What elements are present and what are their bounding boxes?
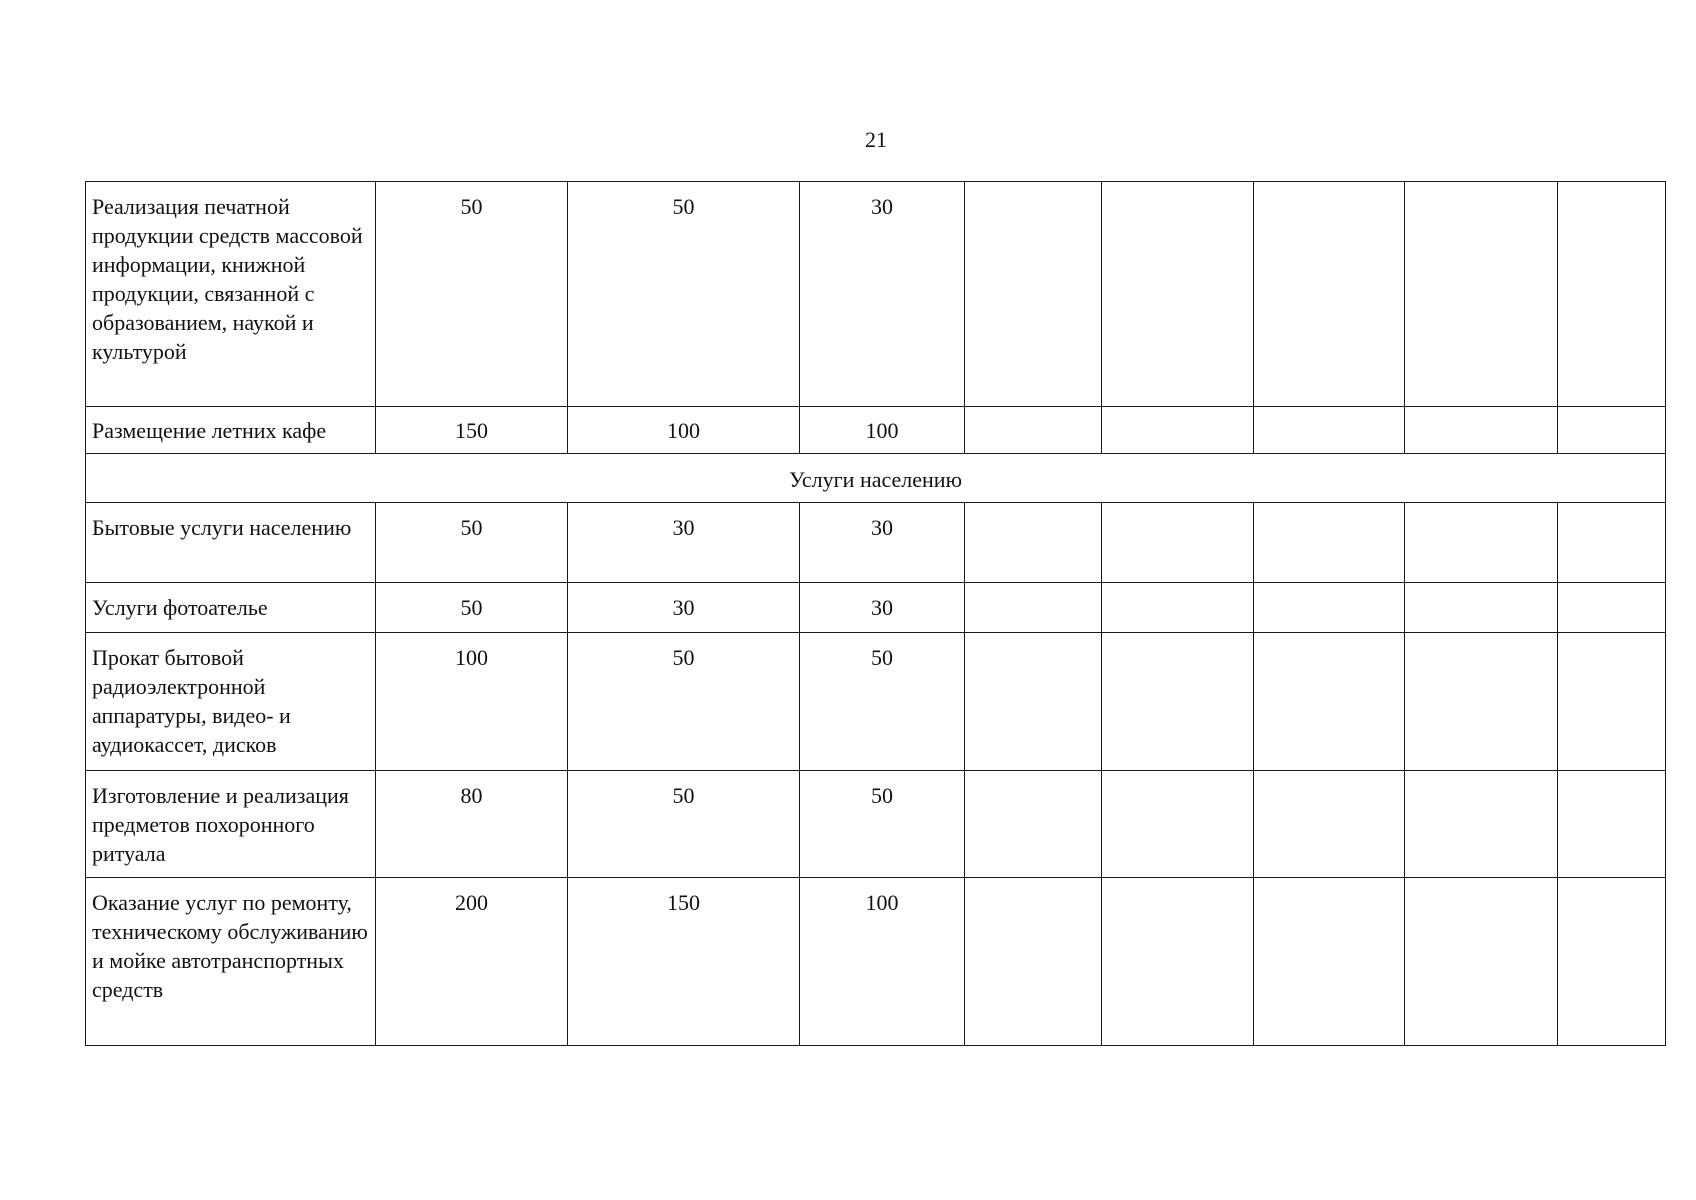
- value-cell: 100: [568, 407, 800, 454]
- value-cell: 80: [376, 771, 568, 878]
- value-cell: 50: [800, 771, 965, 878]
- empty-cell: [1254, 182, 1405, 407]
- empty-cell: [1102, 407, 1254, 454]
- empty-cell: [1558, 407, 1666, 454]
- empty-cell: [1558, 771, 1666, 878]
- value-cell: 50: [376, 503, 568, 583]
- value-cell: 30: [800, 503, 965, 583]
- table-row: [86, 407, 1666, 454]
- empty-cell: [965, 407, 1102, 454]
- row-name-cell: Размещение летних кафе: [86, 407, 376, 454]
- table-row: [86, 503, 1666, 583]
- value-cell: 50: [800, 633, 965, 771]
- table-row: [86, 771, 1666, 878]
- row-name-cell: Прокат бытовой радиоэлектронной аппаратуры, видео- и аудиокассет, дисков: [86, 633, 376, 771]
- value-cell: 100: [376, 633, 568, 771]
- value-cell: 150: [568, 878, 800, 1046]
- empty-cell: [965, 633, 1102, 771]
- empty-cell: [1254, 878, 1405, 1046]
- empty-cell: [1558, 583, 1666, 633]
- empty-cell: [1558, 633, 1666, 771]
- value-cell: 50: [376, 182, 568, 407]
- empty-cell: [1405, 878, 1558, 1046]
- empty-cell: [1405, 583, 1558, 633]
- row-name-cell: Услуги фотоателье: [86, 583, 376, 633]
- empty-cell: [1254, 771, 1405, 878]
- empty-cell: [1102, 182, 1254, 407]
- value-cell: 50: [568, 633, 800, 771]
- empty-cell: [1558, 503, 1666, 583]
- section-row: [86, 454, 1666, 503]
- value-cell: 50: [568, 182, 800, 407]
- empty-cell: [965, 182, 1102, 407]
- empty-cell: [1102, 503, 1254, 583]
- empty-cell: [965, 583, 1102, 633]
- table-row: [86, 182, 1666, 407]
- value-cell: 100: [800, 407, 965, 454]
- value-cell: 30: [800, 182, 965, 407]
- row-name-cell: Бытовые услуги населению: [86, 503, 376, 583]
- page-number: 21: [865, 127, 887, 152]
- empty-cell: [1102, 583, 1254, 633]
- empty-cell: [1405, 771, 1558, 878]
- empty-cell: [1405, 182, 1558, 407]
- empty-cell: [1102, 771, 1254, 878]
- value-cell: 30: [800, 583, 965, 633]
- empty-cell: [965, 503, 1102, 583]
- value-cell: 100: [800, 878, 965, 1046]
- table-row: [86, 583, 1666, 633]
- value-cell: 30: [568, 503, 800, 583]
- empty-cell: [1254, 583, 1405, 633]
- value-cell: 150: [376, 407, 568, 454]
- section-heading: Услуги населению: [86, 454, 1666, 503]
- empty-cell: [1254, 407, 1405, 454]
- row-name-cell: Оказание услуг по ремонту, техническому обслуживанию и мойке автотранспортных средств: [86, 878, 376, 1046]
- empty-cell: [1102, 633, 1254, 771]
- tariff-table: [85, 181, 1666, 1046]
- empty-cell: [1254, 633, 1405, 771]
- value-cell: 50: [568, 771, 800, 878]
- empty-cell: [965, 878, 1102, 1046]
- empty-cell: [965, 771, 1102, 878]
- table-row: [86, 878, 1666, 1046]
- empty-cell: [1102, 878, 1254, 1046]
- value-cell: 200: [376, 878, 568, 1046]
- row-name-cell: Реализация печатной продукции средств массовой информации, книжной продукции, связанной с образованием, наукой и культурой: [86, 182, 376, 407]
- empty-cell: [1405, 407, 1558, 454]
- empty-cell: [1254, 503, 1405, 583]
- value-cell: 50: [376, 583, 568, 633]
- value-cell: 30: [568, 583, 800, 633]
- empty-cell: [1558, 182, 1666, 407]
- empty-cell: [1405, 503, 1558, 583]
- table-row: [86, 633, 1666, 771]
- row-name-cell: Изготовление и реализация предметов похоронного ритуала: [86, 771, 376, 878]
- empty-cell: [1558, 878, 1666, 1046]
- empty-cell: [1405, 633, 1558, 771]
